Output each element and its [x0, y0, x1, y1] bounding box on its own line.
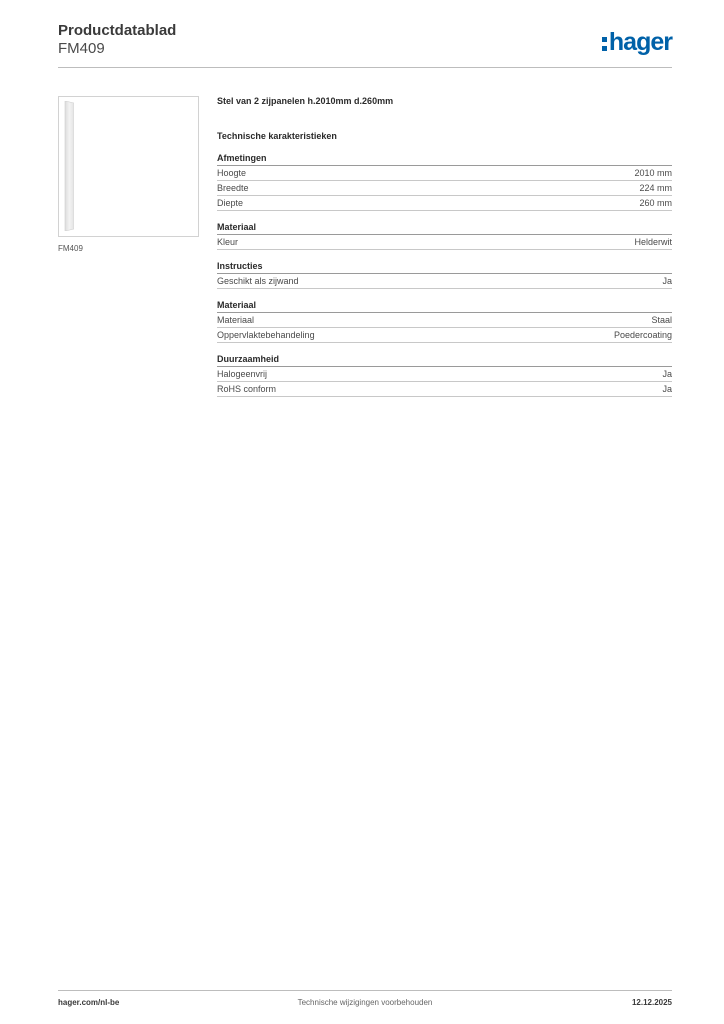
image-caption: FM409 [58, 244, 83, 253]
spec-label: Breedte [217, 183, 249, 193]
spec-value: Ja [662, 276, 672, 286]
spec-value: Poedercoating [613, 330, 672, 340]
spec-label: Materiaal [217, 315, 255, 325]
footer-website-link[interactable]: hager.com/nl-be [58, 998, 120, 1007]
spec-section-sustainability [217, 353, 672, 397]
product-image [58, 96, 199, 237]
spec-label: Halogeenvrij [217, 369, 268, 379]
spec-value: Helderwit [634, 237, 672, 247]
footer-divider [58, 990, 672, 991]
side-panel-icon [64, 101, 74, 231]
spec-label: Geschikt als zijwand [217, 276, 299, 286]
spec-value: 224 mm [639, 183, 672, 193]
product-description: Stel van 2 zijpanelen h.2010mm d.260mm [217, 96, 394, 106]
spec-value: 2010 mm [634, 168, 672, 178]
document-title: Productdatablad [58, 22, 177, 39]
section-title: Materiaal [217, 299, 672, 313]
header-divider [58, 67, 672, 68]
section-title: Materiaal [217, 221, 672, 235]
section-title: Duurzaamheid [217, 353, 672, 367]
spec-section-dimensions [217, 152, 672, 211]
spec-row [217, 166, 672, 181]
tech-characteristics-title: Technische karakteristieken [217, 131, 337, 141]
spec-row [217, 235, 672, 250]
product-code: FM409 [58, 40, 105, 57]
logo-text: hager [608, 28, 672, 56]
spec-value: Ja [662, 369, 672, 379]
document-header [58, 22, 176, 58]
spec-section-instructions [217, 260, 672, 289]
footer-date: 12.12.2025 [631, 998, 672, 1007]
spec-label: Oppervlaktebehandeling [217, 330, 315, 340]
spec-row [217, 181, 672, 196]
spec-value: 260 mm [639, 198, 672, 208]
spec-row [217, 196, 672, 211]
footer-note: Technische wijzigingen voorbehouden [297, 998, 433, 1007]
section-title: Instructies [217, 260, 672, 274]
hager-logo [602, 30, 672, 54]
spec-label: Hoogte [217, 168, 247, 178]
spec-row [217, 328, 672, 343]
product-specs [217, 95, 672, 397]
spec-row [217, 274, 672, 289]
spec-section-material [217, 299, 672, 343]
spec-label: Diepte [217, 198, 244, 208]
spec-label: Kleur [217, 237, 239, 247]
spec-label: RoHS conform [217, 384, 277, 394]
spec-value: Ja [662, 384, 672, 394]
spec-row [217, 367, 672, 382]
spec-row [217, 313, 672, 328]
section-title: Afmetingen [217, 152, 672, 166]
spec-row [217, 382, 672, 397]
spec-value: Staal [651, 315, 672, 325]
logo-colon-icon [602, 37, 607, 51]
spec-section-color [217, 221, 672, 250]
